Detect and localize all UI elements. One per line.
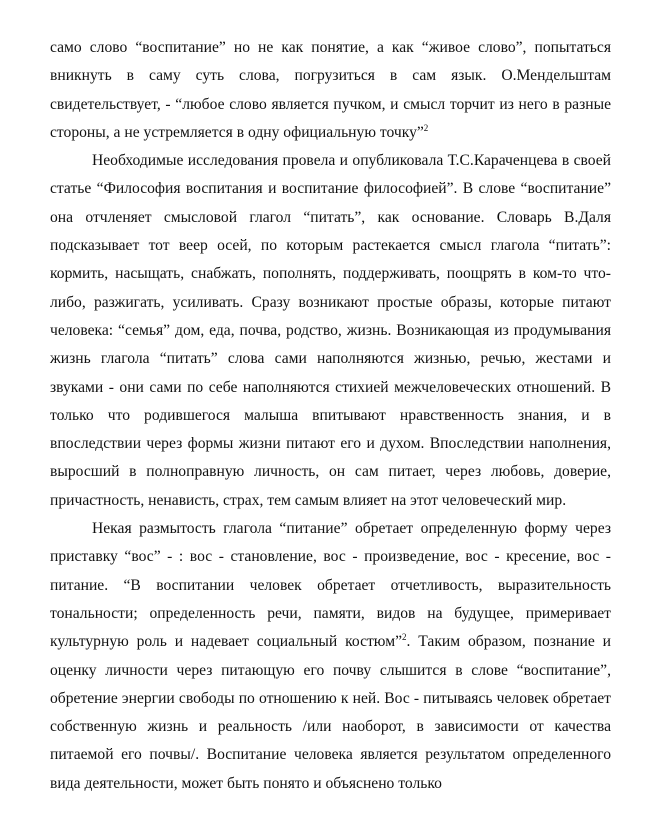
paragraph-3-text: Некая размытость глагола “питание” обретает определенную форму через приставку “вос” - : вос - становление, вос - произведение, вос - кресение, вос - питание. “В воспитании человек обретает отчетливость, выразительность тональности; определенность речи, памяти, видов на будущее, примеривает культурную роль и надевает социальный костюм” — [50, 520, 611, 651]
paragraph-3-tail: . Таким образом, познание и оценку личности через питающую его почву слышится в слове “воспитание”, обретение энергии свободы по отношению к ней. Вос - питываясь человек обретает собственную жизнь и реальность /или наоборот, в зависимости от качества питаемой его почвы/. Воспитание человека является результатом определенного вида деятельности, может быть понято и объяснено только — [50, 633, 611, 792]
paragraph-2 — [50, 147, 611, 515]
footnote-marker: 2 — [423, 122, 429, 133]
paragraph-2-text: Необходимые исследования провела и опубликовала Т.С.Караченцева в своей статье “Философия воспитания и воспитание философией”. В слове “воспитание” она отчленяет смысловой глагол “питать”, как основание. Словарь В.Даля подсказывает тот веер осей, по которым растекается смысл глагола “питать”: кормить, насыщать, снабжать, пополнять, поддерживать, поощрять в ком-то что-либо, разжигать, усиливать. Сразу возникают простые образы, которые питают человека: “семья” дом, еда, почва, родство, жизнь. Возникающая из продумывания жизнь глагола “питать” слова сами наполняются жизнью, речью, жестами и звуками - они сами по себе наполняются стихией межчеловеческих отношений. В только что родившегося малыша впитывают нравственность знания, и в впоследствии через формы жизни питают его и духом. Впоследствии наполнения, выросший в полноправную личность, он сам питает, через любовь, доверие, причастность, ненависть, страх, тем самым влияет на этот человеческий мир. — [50, 152, 611, 509]
paragraph-1-text: само слово “воспитание” но не как понятие, а как “живое слово”, попытаться вникнуть в саму суть слова, погрузиться в сам язык. О.Мендельштам свидетельствует, - “любое слово является пучком, и смысл торчит из него в разные стороны, а не устремляется в одну официальную точку” — [50, 39, 611, 141]
paragraph-3 — [50, 515, 611, 798]
paragraph-1 — [50, 34, 611, 147]
footnote-marker: 2 — [402, 632, 407, 643]
document-body — [50, 34, 611, 798]
